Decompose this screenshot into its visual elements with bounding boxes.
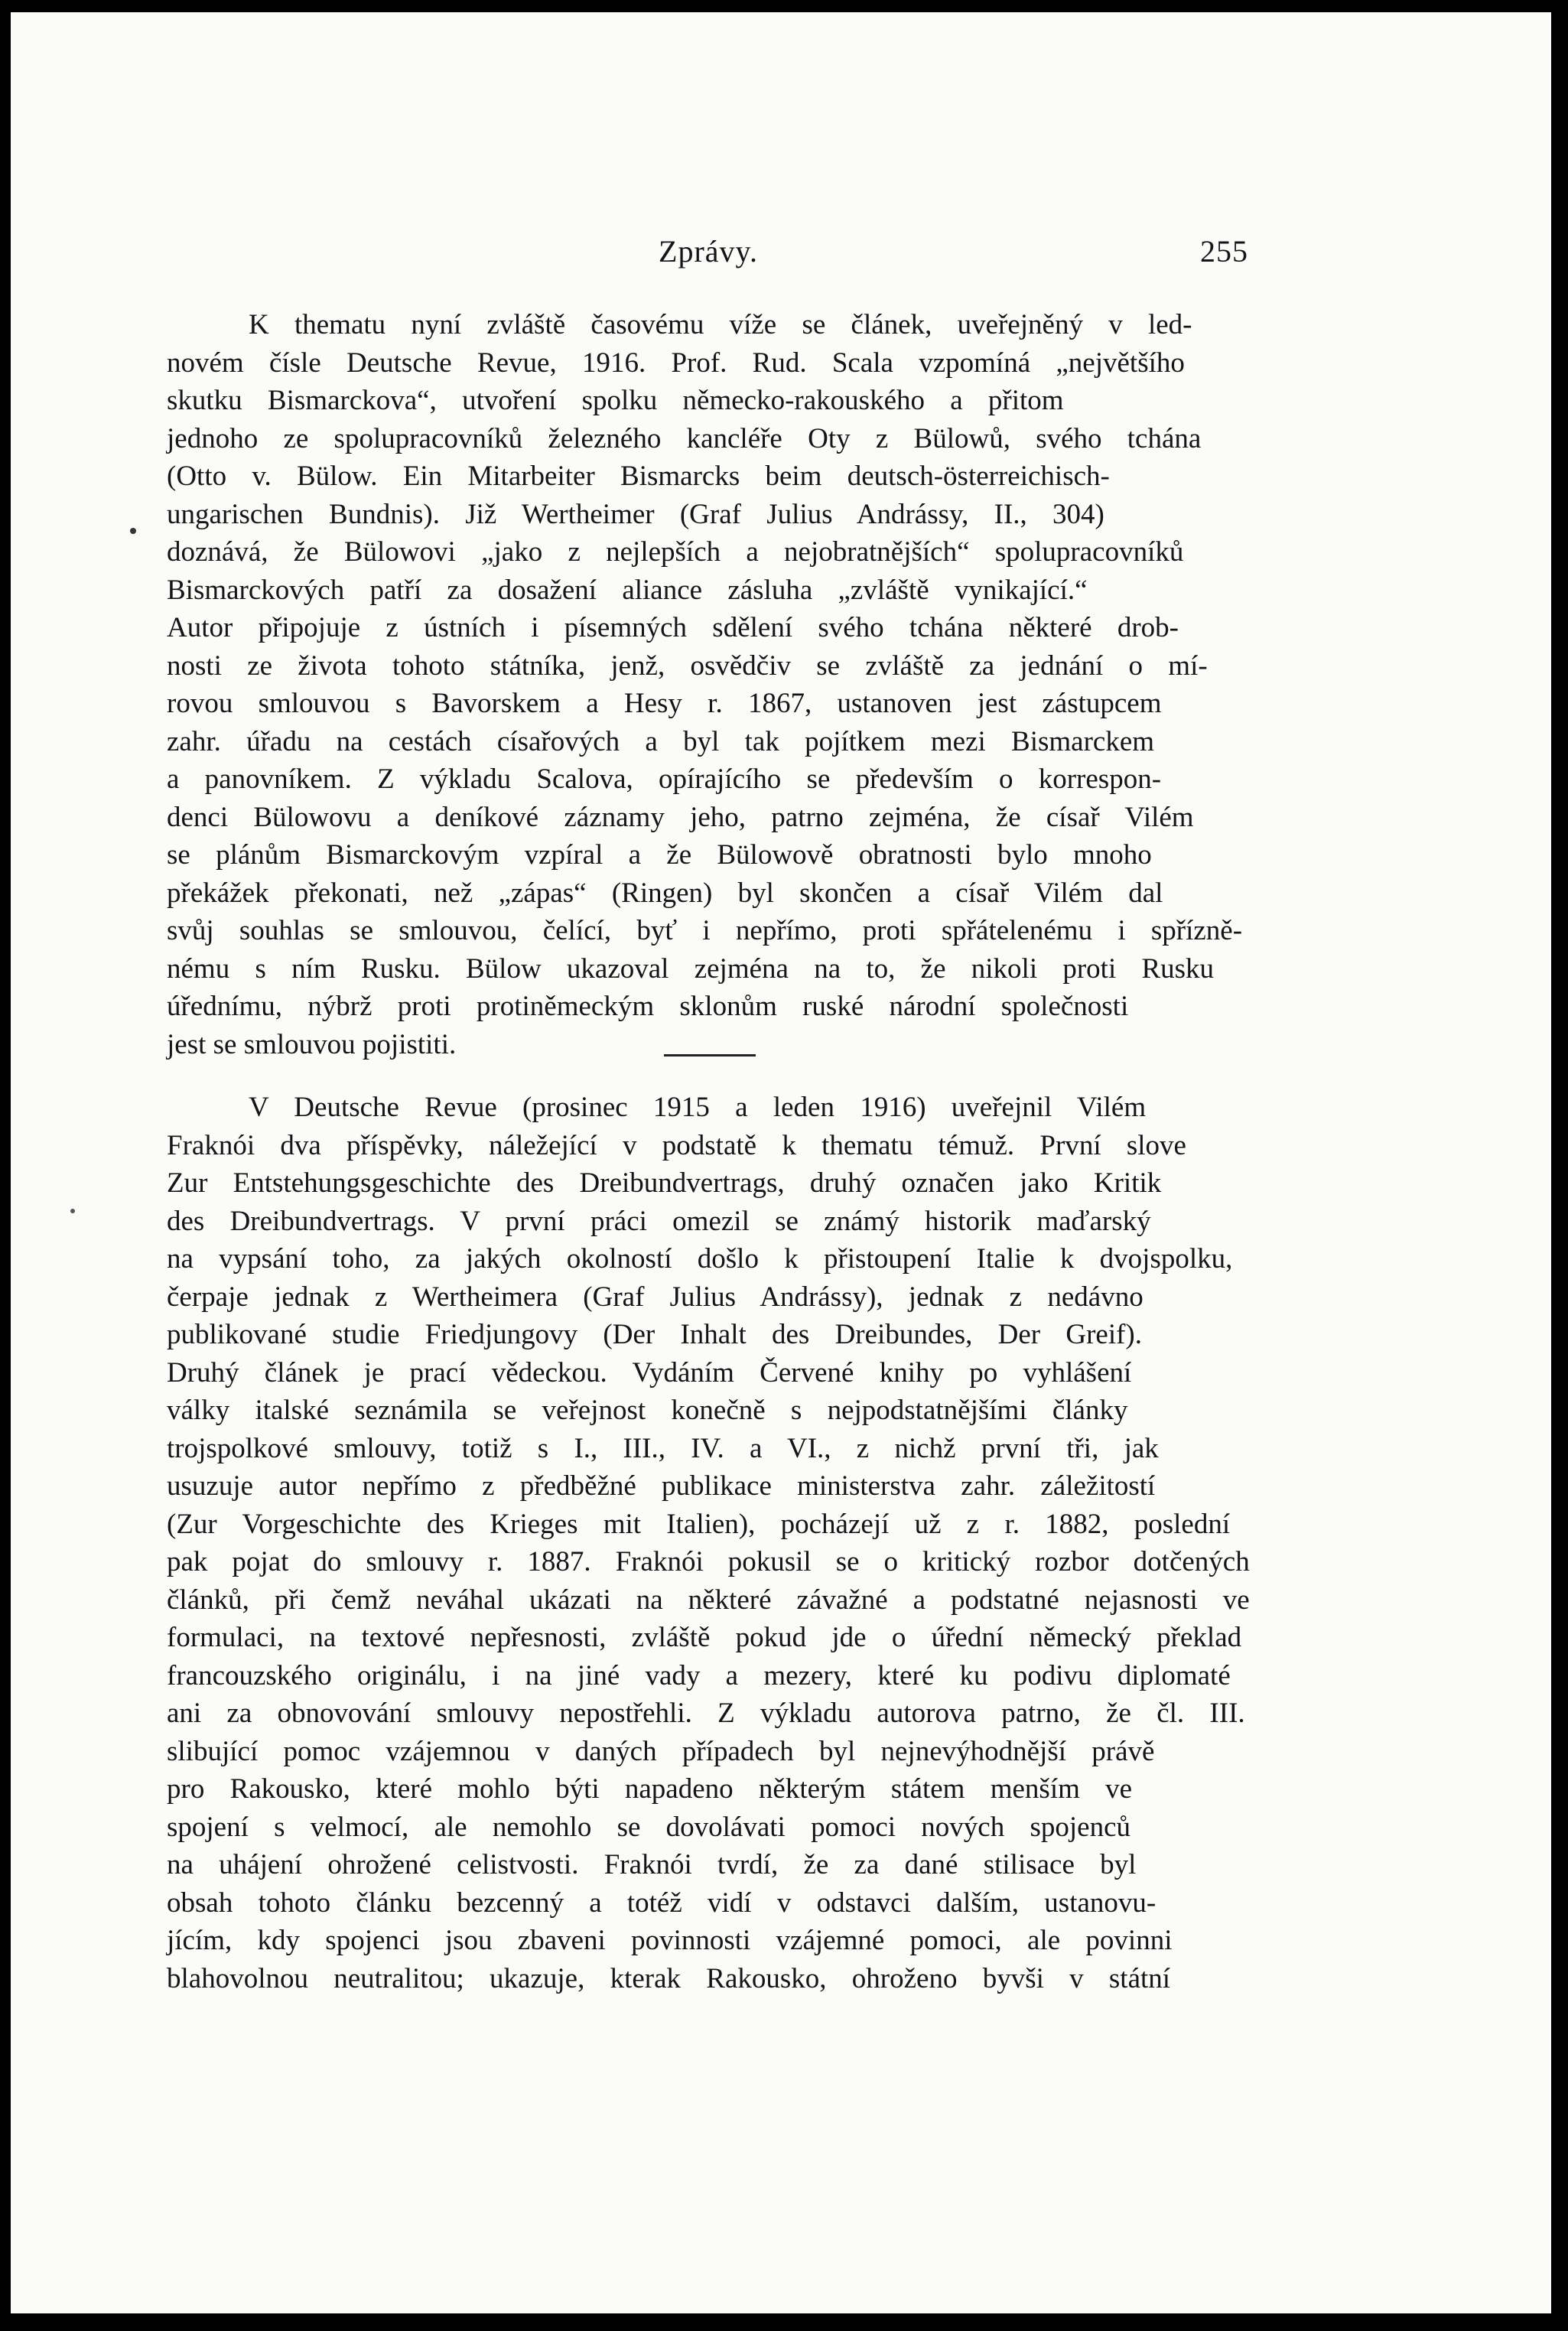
paragraph-2 <box>167 1089 1250 1997</box>
text-line: Autor připojuje z ústních i písemných sdělení svého tchána některé drob- <box>167 612 1179 643</box>
page-header <box>167 233 1250 279</box>
text-line: publikované studie Friedjungovy (Der Inhalt des Dreibundes, Der Greif). <box>167 1319 1142 1350</box>
text-line: novém čísle Deutsche Revue, 1916. Prof. Rud. Scala vzpomíná „největšího <box>167 347 1185 379</box>
paragraph-1 <box>167 306 1250 1063</box>
margin-mark <box>130 528 136 534</box>
text-line: V Deutsche Revue (prosinec 1915 a leden 1916) uveřejnil Vilém <box>249 1092 1147 1123</box>
text-line: Bismarckových patří za dosažení aliance zásluha „zvláště vynikající.“ <box>167 574 1088 606</box>
text-line: pro Rakousko, které mohlo býti napadeno některým státem menším ve <box>167 1773 1133 1805</box>
text-line: Zur Entstehungsgeschichte des Dreibundvertrags, druhý označen jako Kritik <box>167 1167 1162 1199</box>
text-line: blahovolnou neutralitou; ukazuje, kterak Rakousko, ohroženo byvši v státní <box>167 1962 1171 1994</box>
text-line: francouzského originálu, i na jiné vady a mezery, které ku podivu diplomaté <box>167 1659 1231 1691</box>
text-line: úřednímu, nýbrž proti protiněmeckým sklonům ruské národní společnosti <box>167 991 1129 1022</box>
text-line: denci Bülowovu a deníkové záznamy jeho, patrno zejména, že císař Vilém <box>167 801 1194 833</box>
running-title: Zprávy. <box>659 234 758 269</box>
text-line: usuzuje autor nepřímo z předběžné publikace ministerstva zahr. záležitostí <box>167 1470 1156 1502</box>
text-line: ani za obnovování smlouvy nepostřehli. Z výkladu autorova patrno, že čl. III. <box>167 1698 1245 1729</box>
text-line: skutku Bismarckova“, utvoření spolku německo-rakouského a přitom <box>167 385 1064 416</box>
text-line: obsah tohoto článku bezcenný a totéž vidí v odstavci dalším, ustanovu- <box>167 1887 1156 1919</box>
text-line: se plánům Bismarckovým vzpíral a že Bülowově obratnosti bylo mnoho <box>167 839 1152 871</box>
text-line: na vypsání toho, za jakých okolností došlo k přistoupení Italie k dvojspolku, <box>167 1243 1233 1275</box>
section-divider <box>664 1054 756 1056</box>
page-number: 255 <box>1200 234 1248 269</box>
text-line: (Otto v. Bülow. Ein Mitarbeiter Bismarcks beim deutsch-österreichisch- <box>167 461 1110 492</box>
text-line: nému s ním Rusku. Bülow ukazoval zejména na to, že nikoli proti Rusku <box>167 952 1215 985</box>
text-line: jest se smlouvou pojistiti. <box>167 1028 457 1060</box>
text-line: války italské seznámila se veřejnost konečně s nejpodstatnějšími články <box>167 1395 1128 1426</box>
text-line: na uhájení ohrožené celistvosti. Fraknói tvrdí, že za dané stilisace byl <box>167 1849 1137 1880</box>
text-line: des Dreibundvertrags. V první práci omezil se známý historik maďarský <box>167 1205 1151 1237</box>
text-line: a panovníkem. Z výkladu Scalova, opírajícího se především o korrespon- <box>167 763 1162 795</box>
text-line: Druhý článek je prací vědeckou. Vydáním Červené knihy po vyhlášení <box>167 1356 1132 1389</box>
text-line: spojení s velmocí, ale nemohlo se dovolávati pomoci nových spojenců <box>167 1811 1131 1843</box>
text-line: zahr. úřadu na cestách císařových a byl tak pojítkem mezi Bismarckem <box>167 725 1155 757</box>
text-line: nosti ze života tohoto státníka, jenž, osvědčiv se zvláště za jednání o mí- <box>167 649 1208 682</box>
text-line: překážek překonati, než „zápas“ (Ringen) byl skončen a císař Vilém dal <box>167 877 1163 909</box>
text-line: formulaci, na textové nepřesnosti, zvláště pokud jde o úřední německý překlad <box>167 1622 1242 1653</box>
text-line: Fraknói dva příspěvky, náležející v podstatě k thematu témuž. První slove <box>167 1129 1186 1161</box>
text-line: K thematu nyní zvláště časovému víže se článek, uveřejněný v led- <box>249 309 1192 340</box>
margin-mark <box>70 1209 75 1213</box>
text-line: článků, při čemž neváhal ukázati na některé závažné a podstatné nejasnosti ve <box>167 1584 1250 1616</box>
text-line: ungarischen Bundnis). Již Wertheimer (Graf Julius Andrássy, II., 304) <box>167 498 1104 530</box>
text-line: čerpaje jednak z Wertheimera (Graf Julius Andrássy), jednak z nedávno <box>167 1281 1143 1313</box>
text-line: trojspolkové smlouvy, totiž s I., III., IV. a VI., z nichž první tři, jak <box>167 1432 1159 1464</box>
text-line: pak pojat do smlouvy r. 1887. Fraknói pokusil se o kritický rozbor dotčených <box>167 1546 1250 1577</box>
text-line: slibující pomoc vzájemnou v daných případech byl nejnevýhodnější právě <box>167 1735 1155 1767</box>
text-line: jednoho ze spolupracovníků železného kancléře Oty z Bülowů, svého tchána <box>167 422 1202 454</box>
text-line: svůj souhlas se smlouvou, čelící, byť i nepřímo, proti spřátelenému i spřízně- <box>167 915 1243 946</box>
text-line: rovou smlouvou s Bavorskem a Hesy r. 1867, ustanoven jest zástupcem <box>167 688 1162 719</box>
text-line: doznává, že Bülowovi „jako z nejlepších a nejobratnějších“ spolupracovníků <box>167 536 1184 568</box>
text-line: jícím, kdy spojenci jsou zbaveni povinnosti vzájemné pomoci, ale povinni <box>167 1925 1173 1956</box>
text-line: (Zur Vorgeschichte des Krieges mit Italien), pocházejí už z r. 1882, poslední <box>167 1508 1231 1540</box>
